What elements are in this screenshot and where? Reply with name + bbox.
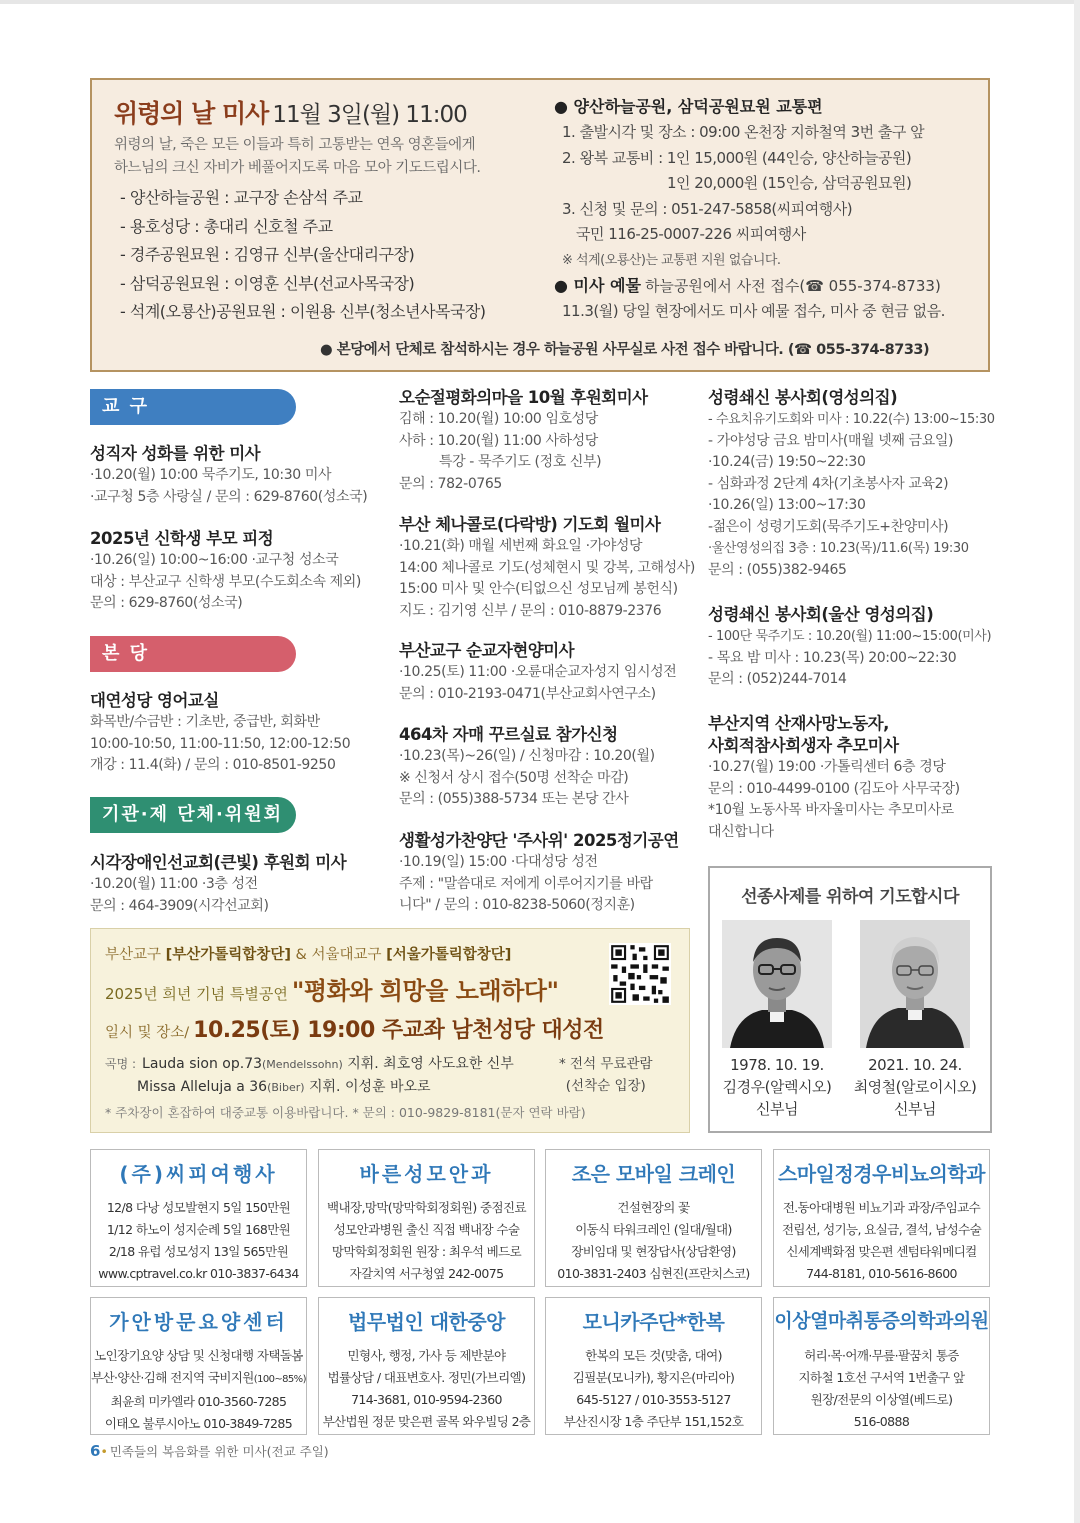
ad-line: 714-3681, 010-9594-2360 bbox=[351, 1392, 502, 1407]
ad-line: 한복의 모든 것(맞춤, 대여) bbox=[585, 1348, 722, 1363]
memorial-mass-box bbox=[90, 78, 990, 372]
section-diocese-label: 교 구 bbox=[90, 389, 296, 425]
memorial-mass-left bbox=[114, 94, 544, 327]
ad-line: 744-8181, 010-5616-8600 bbox=[806, 1266, 957, 1281]
notice-line: ※ 신청서 상시 접수(50명 선착순 마감) bbox=[399, 769, 629, 786]
ad-line: 망막학회정회원 원장 : 최우석 베드로 bbox=[331, 1244, 522, 1259]
ad-bareun-eye-clinic[interactable] bbox=[318, 1149, 535, 1287]
intro-line: 위령의 날, 죽은 모든 이들과 특히 고통받는 연옥 영혼들에게 bbox=[114, 137, 476, 153]
notice-line: 문의 : 010-2193-0471(부산교회사연구소) bbox=[399, 685, 656, 702]
notice-title: 부산교구 순교자현양미사 bbox=[399, 641, 575, 660]
notice-line: 화목반/수금반 : 기초반, 중급반, 회화반 bbox=[90, 714, 320, 730]
concert-choir-b: [서울가톨릭합창단] bbox=[386, 947, 512, 963]
ad-body bbox=[774, 1345, 989, 1433]
qr-code-icon[interactable] bbox=[609, 943, 671, 1005]
priest-name: 최영철(알로이시오) bbox=[853, 1078, 977, 1096]
concert-datetime-value: 10.25(토) 19:00 주교좌 남천성당 대성전 bbox=[193, 1018, 604, 1043]
notice-line: - 수요치유기도회와 미사 : 10.22(수) 13:00~15:30 bbox=[708, 412, 995, 427]
notice-blind-mission bbox=[90, 852, 346, 917]
notice-line: - 목요 밤 미사 : 10.23(목) 20:00~22:30 bbox=[708, 649, 957, 666]
notice-line: ·10.20(월) 10:00 묵주기도, 10:30 미사 bbox=[90, 467, 332, 483]
ad-body bbox=[774, 1197, 989, 1285]
transport-line: 1인 20,000원 (15인승, 삼덕공원묘원) bbox=[667, 174, 912, 192]
transport-note: ※ 석계(오룡산)는 교통편 지원 없습니다. bbox=[562, 252, 781, 268]
memorial-priests-box bbox=[708, 866, 992, 1133]
notice-line: ·10.23(목)~26(일) / 신청마감 : 10.20(월) bbox=[399, 748, 655, 764]
concert-diocese-a: 부산교구 bbox=[105, 947, 166, 963]
ad-title: 모니카주단*한복 bbox=[582, 1310, 725, 1334]
notice-line: ·10.26(일) 10:00~16:00 ·교구청 성소국 bbox=[90, 552, 339, 568]
notice-line: - 심화과정 2단계 4차(기초봉사자 교육2) bbox=[708, 475, 949, 492]
ad-line: 신세계백화점 맞은편 센텀타워메디컬 bbox=[786, 1244, 977, 1259]
concert-datetime bbox=[105, 1013, 604, 1044]
free-admission-line: (선착순 입장) bbox=[565, 1078, 646, 1094]
notice-cursillo bbox=[399, 724, 655, 811]
notice-clergy-mass bbox=[90, 443, 367, 508]
program-piece: Missa Alleluja a 36 bbox=[137, 1079, 268, 1095]
ad-body bbox=[91, 1197, 306, 1285]
concert-diocese-b: & 서울대교구 bbox=[290, 947, 387, 963]
ad-line: 성모안과병원 출신 직접 백내장 수술 bbox=[333, 1222, 520, 1237]
page-number: 6 bbox=[90, 1442, 101, 1460]
ad-line: 장비임대 및 현장답사(상담환영) bbox=[571, 1244, 736, 1259]
ad-body bbox=[546, 1197, 761, 1285]
ad-line: 백내장,망막(망막학회정회원) 중점진료 bbox=[327, 1200, 526, 1215]
notice-line: 개강 : 11.4(화) / 문의 : 010-8501-9250 bbox=[90, 757, 336, 773]
concert-choirs bbox=[105, 943, 511, 964]
memorial-locations bbox=[114, 184, 544, 327]
concert-free-admission bbox=[559, 1053, 653, 1097]
ad-title: 스마일정경우비뇨의학과 bbox=[777, 1162, 986, 1186]
notice-line: - 100단 묵주기도 : 10.20(월) 11:00~15:00(미사) bbox=[708, 629, 992, 644]
priest-title: 신부님 bbox=[894, 1100, 936, 1118]
ad-line: www.cptravel.co.kr 010-3837-6434 bbox=[98, 1266, 299, 1281]
ad-line: 부산법원 정문 맞은편 골목 와우빌딩 2층 bbox=[322, 1414, 531, 1429]
priest-caption-2 bbox=[850, 1054, 980, 1120]
program-line bbox=[105, 1076, 514, 1099]
notice-line: ·10.24(금) 19:50~22:30 bbox=[708, 454, 866, 470]
ad-title: 이상열마취통증의학과의원 bbox=[774, 1310, 989, 1332]
ad-title: 바른성모안과 bbox=[359, 1162, 494, 1186]
notice-title: 464차 자매 꾸르실료 참가신청 bbox=[399, 725, 618, 744]
page-footer bbox=[90, 1442, 329, 1460]
ad-line: 이동식 타워크레인 (일대/월대) bbox=[575, 1222, 732, 1237]
ad-title: 법무법인 대한중앙 bbox=[347, 1310, 506, 1334]
memorial-mass-datetime: 11월 3일(월) 11:00 bbox=[272, 102, 467, 128]
memorial-transport bbox=[554, 94, 984, 325]
notice-line: ·울산영성의집 3층 : 10.23(목)/11.6(목) 19:30 bbox=[708, 541, 969, 556]
notice-seminarian-parents bbox=[90, 528, 361, 615]
ad-line: 010-3831-2403 심현진(프란치스코) bbox=[557, 1266, 750, 1281]
ad-line-small: (100~85%) bbox=[253, 1374, 306, 1385]
ad-line: 전.동아대병원 비뇨기과 과장/주임교수 bbox=[782, 1200, 981, 1215]
program-composer: (Biber) bbox=[267, 1081, 305, 1094]
notice-renewal-ulsan bbox=[708, 604, 991, 691]
priest-title: 신부님 bbox=[756, 1100, 798, 1118]
program-piece: Lauda sion op.73 bbox=[142, 1056, 263, 1072]
ad-line bbox=[91, 1367, 306, 1391]
ad-line: 최윤희 미카엘라 010-3560-7285 bbox=[110, 1394, 287, 1409]
location-item: - 삼덕공원묘원 : 이영훈 신부(선교사목국장) bbox=[120, 273, 415, 293]
ad-body bbox=[546, 1345, 761, 1433]
memorial-title-text: 위령의 날 미사 bbox=[114, 99, 269, 128]
notice-line: ·교구청 5층 사랑실 / 문의 : 629-8760(성소국) bbox=[90, 488, 368, 505]
concert-footnote: * 주차장이 혼잡하여 대중교통 이용바랍니다. * 문의 : 010-9829-8181(문자 연락 바람) bbox=[105, 1105, 586, 1120]
priest-photo-2 bbox=[860, 920, 970, 1048]
ad-line: 516-0888 bbox=[853, 1414, 910, 1429]
program-line bbox=[105, 1053, 514, 1076]
ad-law-firm[interactable] bbox=[318, 1297, 535, 1435]
location-item: - 석계(오룡산)공원묘원 : 이원용 신부(청소년사목국장) bbox=[120, 302, 486, 321]
footer-bullet-icon: • bbox=[100, 1444, 108, 1459]
ad-line: 부산진시장 1층 주단부 151,152호 bbox=[563, 1414, 744, 1429]
ad-line: 김필분(모니카), 황지은(마리아) bbox=[572, 1370, 735, 1385]
ad-mobile-crane[interactable] bbox=[545, 1149, 762, 1287]
concert-subtitle: 2025년 희년 기념 특별공연 bbox=[105, 985, 288, 1003]
notice-line: 문의 : 782-0765 bbox=[399, 475, 502, 492]
notice-line: ·10.20(월) 11:00 ·3층 성전 bbox=[90, 876, 258, 892]
memorial-bottom-note: ● 본당에서 단체로 참석하시는 경우 하늘공원 사무실로 사전 접수 바랍니다. (☎ 055-374-8733) bbox=[320, 342, 930, 358]
transport-line: 1. 출발시각 및 장소 : 09:00 온천장 지하철역 3번 출구 앞 bbox=[562, 123, 925, 141]
notice-title: 부산지역 산재사망노동자, bbox=[708, 714, 889, 733]
ad-line: 허리·목·어깨·무릎·팔꿈치 통증 bbox=[804, 1348, 959, 1363]
notice-line: 대신합니다 bbox=[708, 823, 774, 840]
notice-title: 성령쇄신 봉사회(영성의집) bbox=[708, 388, 898, 407]
notice-line: 15:00 미사 및 안수(티없으신 성모님께 봉헌식) bbox=[399, 581, 678, 597]
notice-line: - 가야성당 금요 밤미사(매월 넷째 금요일) bbox=[708, 432, 954, 449]
offering-text: 하늘공원에서 사전 접수(☎ 055-374-8733) bbox=[644, 277, 941, 295]
notice-cenacolo bbox=[399, 514, 695, 622]
ad-line: 민형사, 행정, 가사 등 제반분야 bbox=[347, 1348, 506, 1363]
notice-jusawi-concert bbox=[399, 830, 679, 917]
location-item: - 경주공원묘원 : 김영규 신부(울산대리구장) bbox=[120, 245, 415, 264]
notice-renewal-spirituality bbox=[708, 387, 995, 581]
offering-line: 11.3(월) 당일 현장에서도 미사 예물 접수, 미사 중 현금 없음. bbox=[562, 302, 945, 320]
notice-title: 성직자 성화를 위한 미사 bbox=[90, 444, 261, 463]
ad-line: 2/18 유럽 성모성지 13일 565만원 bbox=[108, 1244, 289, 1259]
notice-line: 사하 : 10.20(월) 11:00 사하성당 bbox=[399, 432, 598, 449]
notice-line: 문의 : 629-8760(성소국) bbox=[90, 595, 243, 611]
transport-line: 3. 신청 및 문의 : 051-247-5858(씨피여행사) bbox=[562, 199, 853, 218]
notice-title: 2025년 신학생 부모 피정 bbox=[90, 529, 274, 548]
program-composer: (Mendelssohn) bbox=[262, 1058, 343, 1071]
ad-cp-travel[interactable] bbox=[90, 1149, 307, 1287]
program-conductor: 지휘. 최호영 사도요한 신부 bbox=[342, 1056, 514, 1072]
free-admission-line: * 전석 무료관람 bbox=[559, 1056, 653, 1072]
priest-portrait-icon bbox=[722, 920, 832, 1048]
notice-title: 성령쇄신 봉사회(울산 영성의집) bbox=[708, 605, 934, 624]
notice-line: 문의 : 464-3909(시각선교회) bbox=[90, 897, 269, 914]
notice-line: ·10.25(토) 11:00 ·오륜대순교자성지 임시성전 bbox=[399, 664, 677, 680]
concert-title bbox=[105, 971, 558, 1006]
ad-body bbox=[91, 1345, 306, 1435]
priest-death-date: 2021. 10. 24. bbox=[868, 1056, 962, 1074]
notice-title: 사회적참사희생자 추모미사 bbox=[708, 736, 899, 755]
notice-title: 오순절평화의마을 10월 후원회미사 bbox=[399, 388, 648, 407]
priest-name: 김경우(알렉시오) bbox=[722, 1078, 832, 1096]
notice-line: 문의 : (055)388-5734 또는 본당 간사 bbox=[399, 791, 629, 807]
notice-line: 주제 : "말씀대로 저에게 이루어지기를 바랍 bbox=[399, 875, 653, 892]
priest-death-date: 1978. 10. 19. bbox=[730, 1056, 824, 1074]
notice-line: 14:00 체나콜로 기도(성체현시 및 강복, 고해성사) bbox=[399, 559, 695, 576]
notice-line: 문의 : 010-4499-0100 (김도아 사무국장) bbox=[708, 780, 960, 797]
intro-line: 하느님의 크신 자비가 베풀어지도록 마음 모아 기도드립시다. bbox=[114, 160, 481, 176]
location-item: - 양산하늘공원 : 교구장 손삼석 주교 bbox=[120, 188, 363, 207]
notice-title: 대연성당 영어교실 bbox=[90, 691, 219, 710]
notice-line: 문의 : (055)382-9465 bbox=[708, 561, 847, 578]
transport-line: 2. 왕복 교통비 : 1인 15,000원 (44인승, 양산하늘공원) bbox=[562, 148, 912, 167]
concert-datetime-label: 일시 및 장소/ bbox=[105, 1025, 190, 1041]
concert-ad-box bbox=[90, 928, 690, 1133]
ad-line: 12/8 다낭 성모발현지 5일 150만원 bbox=[106, 1200, 291, 1215]
location-item: - 용호성당 : 총대리 신호철 주교 bbox=[120, 216, 333, 236]
section-parish-label: 본 당 bbox=[90, 636, 296, 672]
concert-main-title: "평화와 희망을 노래하다" bbox=[291, 977, 559, 1005]
ad-line-text: 부산·양산·김해 전지역 국비지원 bbox=[91, 1370, 254, 1385]
transport-line: 국민 116-25-0007-226 씨피여행사 bbox=[576, 225, 806, 243]
notice-title: 부산 체나콜로(다락방) 기도회 월미사 bbox=[399, 515, 661, 534]
ad-title: 조은 모바일 크레인 bbox=[571, 1162, 736, 1186]
notice-line: ·10.19(일) 15:00 ·다대성당 성전 bbox=[399, 854, 598, 870]
notice-line: 특강 - 묵주기도 (정호 신부) bbox=[439, 454, 602, 470]
ad-line: 노인장기요양 상담 및 신청대행 자택돌봄 bbox=[94, 1348, 303, 1363]
notice-line: 대상 : 부산교구 신학생 부모(수도회소속 제외) bbox=[90, 573, 361, 590]
ad-line: 자갈치역 서구청옆 242-0075 bbox=[349, 1266, 504, 1281]
ad-line: 지하철 1호선 구서역 1번출구 앞 bbox=[798, 1370, 965, 1385]
ad-line: 이태오 불루시아노 010-3849-7285 bbox=[104, 1416, 293, 1431]
offering-heading bbox=[554, 273, 984, 299]
ad-line: 법률상담 / 대표변호사. 정민(가브리엘) bbox=[327, 1370, 526, 1385]
notice-line: ·10.26(일) 13:00~17:30 bbox=[708, 497, 866, 513]
page-top-edge bbox=[0, 0, 1080, 4]
ad-line: 1/12 하노이 성지순례 5일 168만원 bbox=[106, 1222, 291, 1237]
notice-worker-memorial bbox=[708, 713, 960, 843]
ad-smile-urology[interactable] bbox=[773, 1149, 990, 1287]
notice-martyrs-mass bbox=[399, 640, 676, 705]
concert-choir-a: [부산가톨릭합창단] bbox=[165, 947, 291, 963]
notice-line: -젊은이 성령기도회(묵주기도+찬양미사) bbox=[708, 518, 949, 535]
notice-peace-village bbox=[399, 387, 648, 495]
ad-title: (주)씨피여행사 bbox=[119, 1162, 278, 1186]
ad-body bbox=[319, 1197, 534, 1285]
ad-line: 645-5127 / 010-3553-5127 bbox=[576, 1392, 731, 1407]
notice-line: ·10.21(화) 매월 세번째 화요일 ·가야성당 bbox=[399, 538, 643, 554]
concert-program bbox=[105, 1053, 514, 1099]
memorial-mass-title bbox=[114, 94, 544, 130]
section-org-label: 기관·제 단체·위원회 bbox=[90, 797, 296, 833]
notice-line: 김해 : 10.20(월) 10:00 임호성당 bbox=[399, 411, 598, 427]
footer-text: 민족들의 복음화를 위한 미사(전교 주일) bbox=[109, 1444, 329, 1459]
notice-line: 문의 : (052)244-7014 bbox=[708, 671, 847, 687]
memorial-intro bbox=[114, 134, 544, 180]
notice-line: ·10.27(월) 19:00 ·가톨릭센터 6층 경당 bbox=[708, 759, 946, 775]
notice-line: *10월 노동사목 바자울미사는 추모미사로 bbox=[708, 802, 954, 818]
notice-line: 10:00-10:50, 11:00-11:50, 12:00-12:50 bbox=[90, 735, 351, 752]
priest-photo-1 bbox=[722, 920, 832, 1048]
notice-line: 지도 : 김기영 신부 / 문의 : 010-8879-2376 bbox=[399, 602, 662, 619]
ad-gaan-care-center[interactable] bbox=[90, 1297, 307, 1435]
notice-title: 생활성가찬양단 '주사위' 2025정기공연 bbox=[399, 831, 679, 850]
ad-body bbox=[319, 1345, 534, 1433]
ad-line: 건설현장의 꽃 bbox=[617, 1200, 690, 1215]
notice-title: 시각장애인선교회(큰빛) 후원회 미사 bbox=[90, 853, 347, 872]
memorial-priests-title: 선종사제를 위하여 기도합시다 bbox=[741, 887, 959, 907]
ad-pain-clinic[interactable] bbox=[773, 1297, 990, 1435]
priest-caption-1 bbox=[712, 1054, 842, 1120]
offering-heading-text: ● 미사 예물 bbox=[554, 276, 641, 295]
priest-portrait-icon bbox=[860, 920, 970, 1048]
ad-monica-hanbok[interactable] bbox=[545, 1297, 762, 1435]
program-label: 곡명 : bbox=[105, 1057, 137, 1071]
ad-title: 가안방문요양센터 bbox=[109, 1310, 288, 1334]
transport-heading: ● 양산하늘공원, 삼덕공원묘원 교통편 bbox=[554, 97, 823, 116]
program-conductor: 지휘. 이성훈 바오로 bbox=[304, 1079, 431, 1095]
page-right-edge bbox=[1074, 0, 1080, 1523]
ad-line: 원장/전문의 이상열(베드로) bbox=[810, 1392, 953, 1407]
notice-english-class bbox=[90, 690, 350, 777]
ad-line: 전립선, 성기능, 요실금, 결석, 남성수술 bbox=[781, 1222, 982, 1237]
notice-line: 니다" / 문의 : 010-8238-5060(정지훈) bbox=[399, 897, 635, 913]
